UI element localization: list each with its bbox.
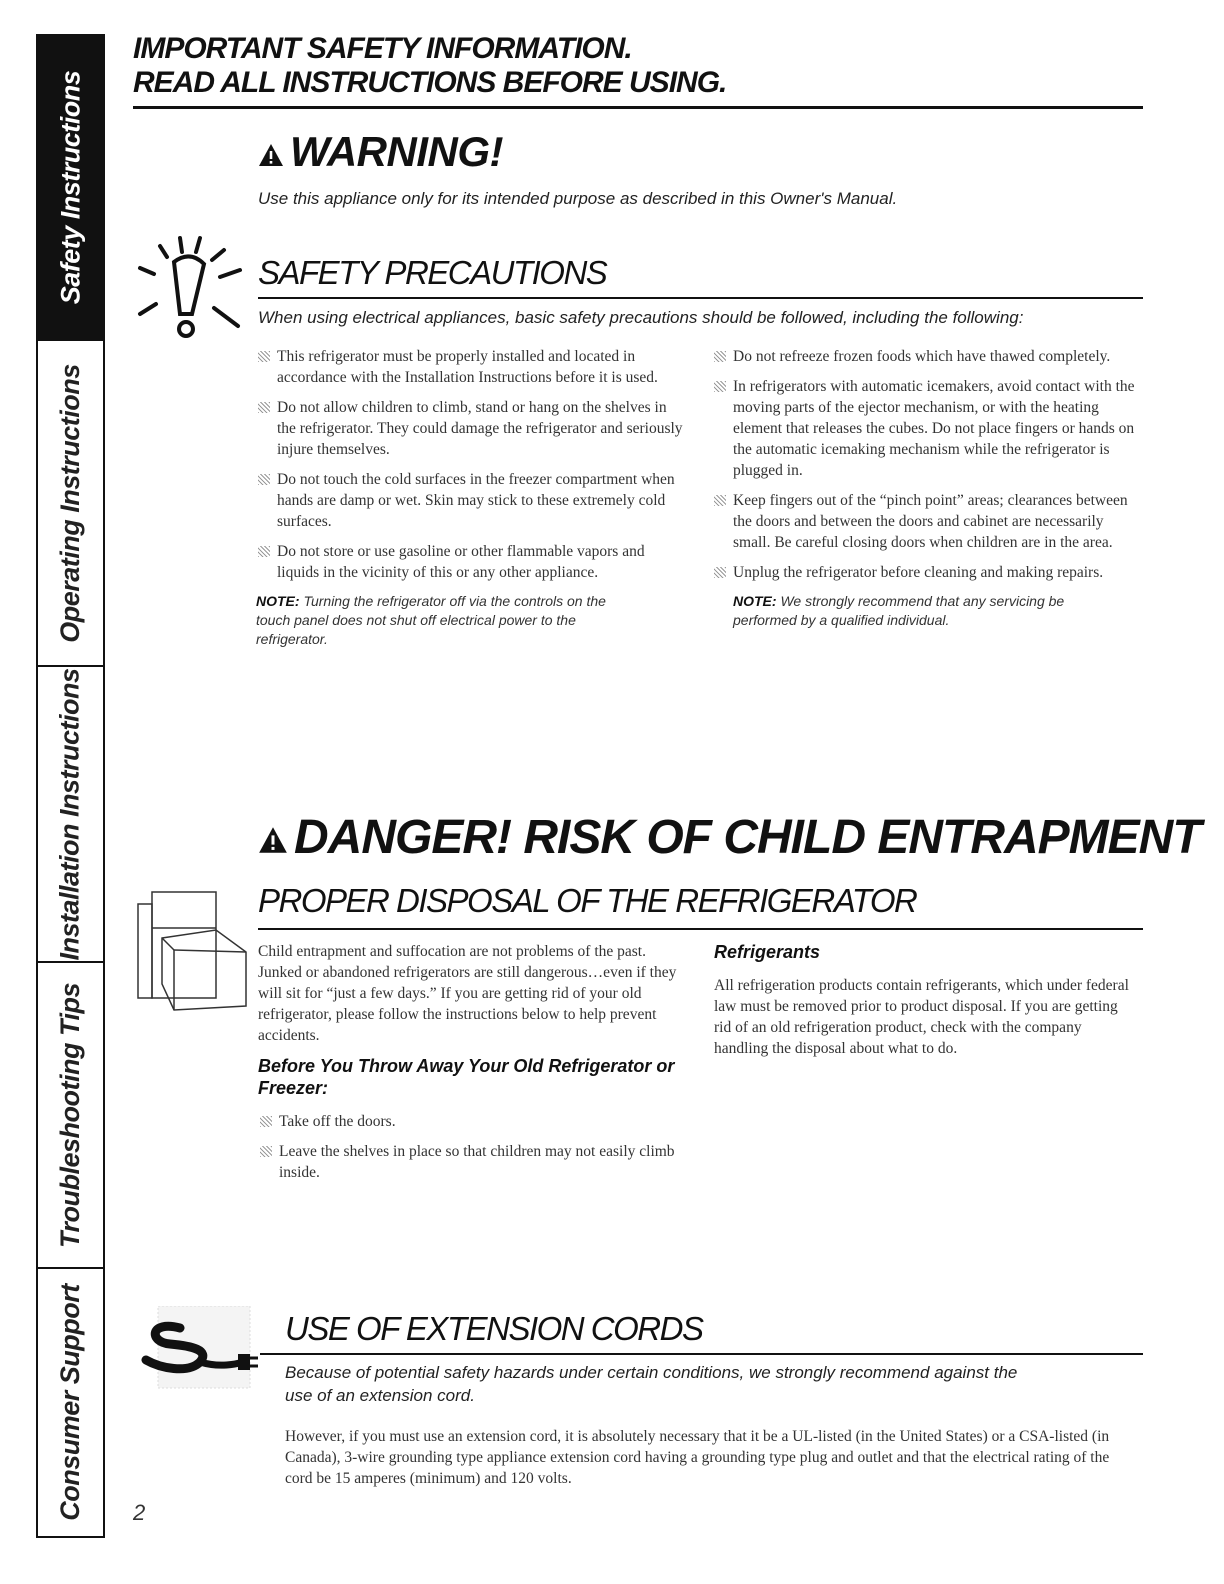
refrigerants-heading: Refrigerants [714,942,821,962]
list-item: Do not allow children to climb, stand or hang on the shelves in the refrigerator. They could damage the refrigerator and seriously injure themselves. [256,397,686,460]
warning-triangle-icon [258,826,288,854]
tab-troubleshooting-tips[interactable]: Troubleshooting Tips [38,963,103,1269]
refrigerants-column [714,941,1134,1059]
header-line-2: READ ALL INSTRUCTIONS BEFORE USING. [133,66,727,99]
warning-triangle-icon [258,143,284,167]
header-line-1: IMPORTANT SAFETY INFORMATION. [133,32,632,65]
list-item: Leave the shelves in place so that children may not easily climb inside. [258,1141,688,1183]
tab-installation-instructions[interactable]: Installation Instructions [38,667,103,963]
caution-alert-icon [132,232,257,350]
disposal-paragraph: Child entrapment and suffocation are not problems of the past. Junked or abandoned refrigerators are still dangerous…even if they will sit for “just a few days.” If you are getting rid of your old refrigerator, please follow the instructions below to help prevent accidents. [258,943,677,1044]
disposal-title: PROPER DISPOSAL OF THE REFRIGERATOR [258,882,917,919]
safety-precautions-title: SAFETY PRECAUTIONS [258,254,607,291]
list-item: Do not refreeze frozen foods which have thawed completely. [712,346,1142,367]
page-number: 2 [133,1500,146,1525]
list-item: Do not touch the cold surfaces in the freezer compartment when hands are damp or wet. Skin may stick to these extremely cold surfaces. [256,469,686,532]
page-header [133,32,726,100]
safety-left-note: NOTE: Turning the refrigerator off via the controls on the touch panel does not shut off electrical power to the refrigerator. [256,593,606,647]
refrigerator-icon [134,886,254,1014]
list-item: Keep fingers out of the “pinch point” areas; clearances between the doors and between the doors and cabinet are necessarily small. Be careful closing doors when children are in the area. [712,490,1142,553]
refrigerants-text: All refrigeration products contain refrigerants, which under federal law must be removed prior to product disposal. If you are getting rid of an old refrigeration product, check with the company handling the disposal about what to do. [714,977,1129,1057]
list-item: Take off the doors. [258,1111,688,1132]
danger-title: DANGER! RISK OF CHILD ENTRAPMENT [294,811,1201,864]
list-item: Do not store or use gasoline or other flammable vapors and liquids in the vicinity of this or any other appliance. [256,541,686,583]
safety-intro: When using electrical appliances, basic safety precautions should be followed, including the following: [258,308,1024,327]
danger-heading [258,810,1201,865]
safety-left-column [256,346,686,649]
extension-cord-icon [140,1306,258,1394]
extension-intro: Because of potential safety hazards under certain conditions, we strongly recommend against the use of an extension cord. [285,1363,1018,1405]
warning-heading [258,128,503,176]
tab-operating-instructions[interactable]: Operating Instructions [38,341,103,667]
safety-rule [258,297,1143,299]
extension-rule [260,1353,1143,1355]
list-item: This refrigerator must be properly installed and located in accordance with the Installation Instructions before it is used. [256,346,686,388]
section-tabs [36,34,105,1538]
disposal-left-column [258,941,688,1192]
safety-right-column [712,346,1142,630]
tab-safety-instructions[interactable]: Safety Instructions [38,36,103,341]
warning-title: WARNING! [290,128,503,175]
tab-consumer-support[interactable]: Consumer Support [55,1284,86,1521]
disposal-rule [258,928,1143,930]
list-item: In refrigerators with automatic icemakers, avoid contact with the moving parts of the ejector mechanism, or with the heating element that releases the cubes. Do not place fingers or hands on the automatic icemaking mechanism while the refrigerator is plugged in. [712,376,1142,481]
before-heading: Before You Throw Away Your Old Refrigerator or Freezer: [258,1056,675,1098]
header-rule [133,106,1143,109]
list-item: Unplug the refrigerator before cleaning and making repairs. [712,562,1142,583]
extension-title: USE OF EXTENSION CORDS [285,1310,703,1347]
safety-right-note: NOTE: We strongly recommend that any servicing be performed by a qualified individual. [733,593,1065,628]
warning-text: Use this appliance only for its intended purpose as described in this Owner's Manual. [258,189,898,208]
extension-text: However, if you must use an extension cord, it is absolutely necessary that it be a UL-listed (in the United States) or a CSA-listed (in Canada), 3-wire grounding type appliance extension cord having a grounding type plug and outlet and that the electrical rating of the cord be 15 amperes (minimum) and 120 volts. [285,1428,1110,1487]
